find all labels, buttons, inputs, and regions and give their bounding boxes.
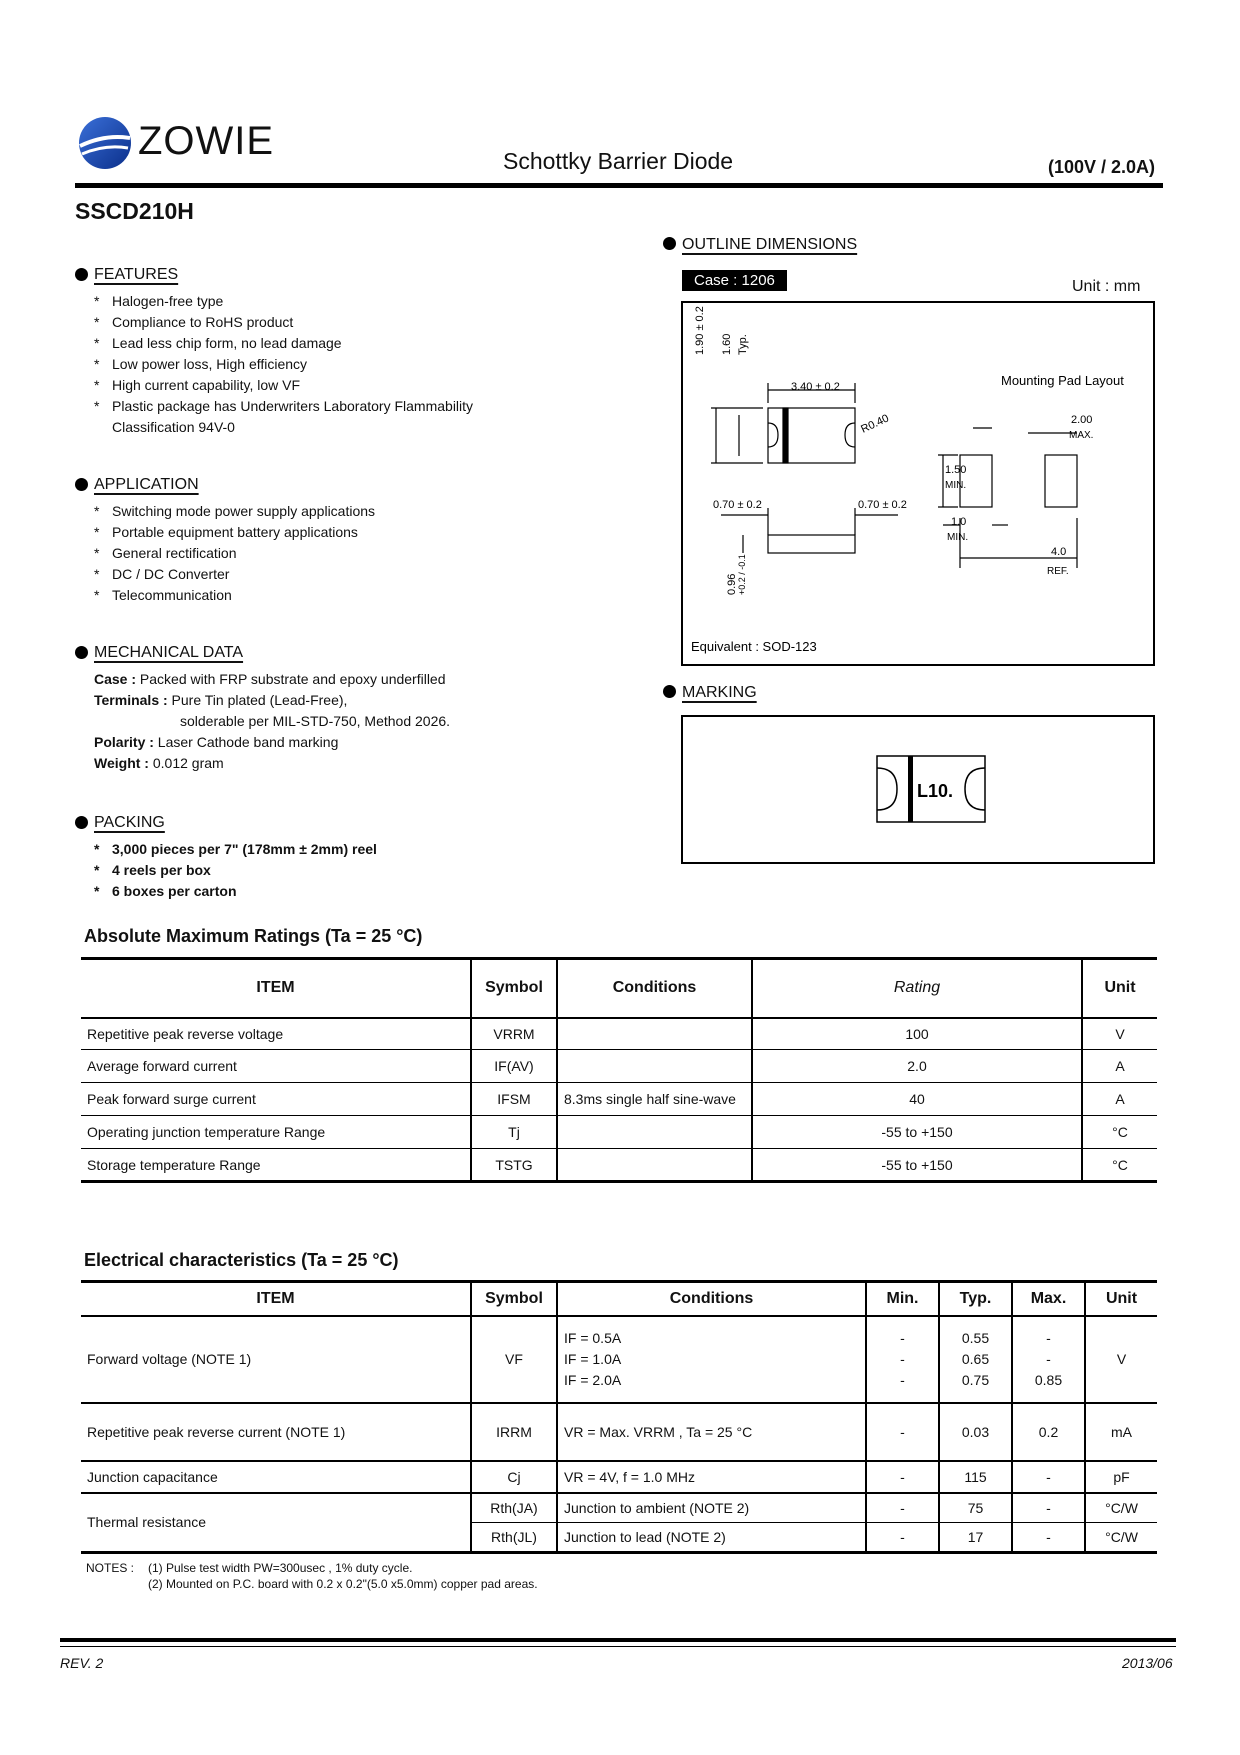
note-1: (1) Pulse test width PW=300usec , 1% duty cycle. — [148, 1561, 413, 1575]
packing-heading: PACKING — [94, 814, 165, 831]
globe-icon — [78, 116, 132, 170]
dim-length: 3.40 ± 0.2 — [791, 381, 840, 393]
list-item: * General rectification — [94, 543, 654, 564]
table-row — [81, 1083, 1157, 1116]
section-bullet — [75, 816, 88, 829]
cell-rating: 40 — [752, 1083, 1082, 1116]
cell-symbol: Rth(JA) — [471, 1493, 557, 1523]
section-bullet — [75, 478, 88, 491]
col-header: ITEM — [81, 959, 471, 1018]
cell-unit: mA — [1085, 1403, 1157, 1461]
cell-symbol: IRRM — [471, 1403, 557, 1461]
col-header: Conditions — [557, 1282, 866, 1316]
cell-conditions: Junction to ambient (NOTE 2) — [557, 1493, 866, 1523]
abs-max-title: Absolute Maximum Ratings (Ta = 25 °C) — [84, 926, 423, 946]
section-bullet — [663, 237, 676, 250]
note-2: (2) Mounted on P.C. board with 0.2 x 0.2"(5.0 x5.0mm) copper pad areas. — [148, 1577, 538, 1591]
cell-symbol: Tj — [471, 1116, 557, 1149]
min-value: - — [900, 1371, 905, 1388]
brand-name: ZOWIE — [138, 119, 275, 163]
max-value: - — [1046, 1329, 1051, 1346]
cell-symbol: IF(AV) — [471, 1050, 557, 1083]
dim-height: 1.90 ± 0.2 — [694, 306, 706, 355]
weight-value: 0.012 gram — [152, 755, 224, 771]
cell-min: - — [866, 1523, 939, 1553]
cell-rating: -55 to +150 — [752, 1149, 1082, 1182]
terminals-value-2: solderable per MIL-STD-750, Method 2026. — [180, 713, 451, 729]
cell-typ: 0.03 — [939, 1403, 1012, 1461]
dim-thickness: 0.96 — [726, 573, 738, 595]
table-row — [81, 1403, 1157, 1461]
table-row — [81, 1116, 1157, 1149]
cell-min: - — [866, 1461, 939, 1493]
cell-symbol: VF — [471, 1316, 557, 1403]
polarity-label: Polarity : — [94, 734, 154, 750]
list-item: * Portable equipment battery applications — [94, 522, 654, 543]
cell-item: Thermal resistance — [81, 1493, 471, 1553]
cond-line: IF = 0.5A — [564, 1329, 622, 1346]
cell-conditions — [557, 1116, 752, 1149]
rating-summary: (100V / 2.0A) — [1048, 157, 1156, 177]
cell-symbol: VRRM — [471, 1018, 557, 1050]
dim-lead-left: 0.70 ± 0.2 — [713, 499, 762, 511]
marking-drawing — [875, 752, 987, 824]
col-header: Max. — [1012, 1282, 1085, 1316]
mechanical-data — [94, 669, 654, 774]
cell-rating: 2.0 — [752, 1050, 1082, 1083]
typ-value: 0.75 — [961, 1371, 990, 1388]
cell-item: Peak forward surge current — [81, 1083, 471, 1116]
application-heading: APPLICATION — [94, 476, 199, 493]
case-label: Case : — [94, 671, 137, 687]
cell-unit: °C — [1082, 1149, 1157, 1182]
cell-unit: A — [1082, 1083, 1157, 1116]
col-header: ITEM — [81, 1282, 471, 1316]
outline-drawing — [683, 303, 1153, 664]
cond-line: IF = 2.0A — [564, 1371, 622, 1388]
cell-conditions — [557, 1050, 752, 1083]
dim-pad-height: 1.50 — [945, 464, 967, 476]
cell-item: Average forward current — [81, 1050, 471, 1083]
dim-radius: R0.40 — [859, 412, 891, 436]
table-row — [81, 1316, 1157, 1403]
cell-item: Operating junction temperature Range — [81, 1116, 471, 1149]
section-bullet — [663, 685, 676, 698]
cell-symbol: Rth(JL) — [471, 1523, 557, 1553]
application-list — [94, 501, 654, 606]
cell-conditions: 8.3ms single half sine-wave — [557, 1083, 752, 1116]
table-row — [81, 1461, 1157, 1493]
document-title: Schottky Barrier Diode — [503, 148, 734, 174]
col-header: Symbol — [471, 1282, 557, 1316]
dim-pad-width: 2.00 — [1071, 414, 1093, 426]
list-item: * Halogen-free type — [94, 291, 654, 312]
footer-rule — [60, 1638, 1176, 1642]
revision: REV. 2 — [60, 1655, 104, 1671]
cell-conditions: Junction to lead (NOTE 2) — [557, 1523, 866, 1553]
max-value: 0.85 — [1034, 1371, 1063, 1388]
cell-unit: °C/W — [1085, 1493, 1157, 1523]
table-row — [81, 1149, 1157, 1182]
part-number: SSCD210H — [75, 198, 194, 224]
marking-heading: MARKING — [682, 684, 757, 701]
weight-label: Weight : — [94, 755, 149, 771]
table-row — [81, 1018, 1157, 1050]
dim-pad-span-note: REF. — [1047, 566, 1069, 577]
dim-pad-height-note: MIN. — [945, 480, 967, 491]
dim-height-typ: 1.60 — [721, 333, 733, 355]
list-item: * 6 boxes per carton — [94, 881, 654, 902]
cell-item: Repetitive peak reverse current (NOTE 1) — [81, 1403, 471, 1461]
cell-conditions: VR = 4V, f = 1.0 MHz — [557, 1461, 866, 1493]
table-row — [81, 1050, 1157, 1083]
elec-title: Electrical characteristics (Ta = 25 °C) — [84, 1250, 399, 1270]
zowie-logo — [78, 116, 132, 175]
list-item: * Low power loss, High efficiency — [94, 354, 654, 375]
cell-unit: °C — [1082, 1116, 1157, 1149]
list-item: * DC / DC Converter — [94, 564, 654, 585]
col-header: Conditions — [557, 959, 752, 1018]
terminals-value: Pure Tin plated (Lead-Free), — [171, 692, 348, 708]
col-header: Unit — [1082, 959, 1157, 1018]
equivalent-label: Equivalent : SOD-123 — [691, 639, 817, 654]
dim-pad-width-note: MAX. — [1069, 430, 1094, 441]
case-value: Packed with FRP substrate and epoxy underfilled — [139, 671, 446, 687]
mechanical-heading: MECHANICAL DATA — [94, 644, 244, 661]
cell-item: Repetitive peak reverse voltage — [81, 1018, 471, 1050]
features-continuation: Classification 94V-0 — [112, 419, 235, 435]
unit-label: Unit : mm — [1072, 278, 1141, 295]
cell-unit: A — [1082, 1050, 1157, 1083]
features-list — [94, 291, 654, 417]
features-heading: FEATURES — [94, 266, 179, 283]
cell-conditions: VR = Max. VRRM , Ta = 25 °C — [557, 1403, 866, 1461]
list-item: * High current capability, low VF — [94, 375, 654, 396]
cell-max: - — [1012, 1523, 1085, 1553]
list-item: * 3,000 pieces per 7" (178mm ± 2mm) reel — [94, 839, 654, 860]
date: 2013/06 — [1122, 1655, 1173, 1671]
dim-pad-span: 4.0 — [1051, 546, 1067, 558]
cell-conditions — [557, 1149, 752, 1182]
dim-typ: Typ. — [737, 334, 749, 355]
list-item: * Plastic package has Underwriters Laboratory Flammability — [94, 396, 654, 417]
cell-typ: 75 — [939, 1493, 1012, 1523]
list-item: * 4 reels per box — [94, 860, 654, 881]
elec-table — [81, 1280, 1157, 1554]
packing-list — [94, 839, 654, 902]
marking-code: L10. — [917, 781, 954, 801]
cell-max: - — [1012, 1493, 1085, 1523]
dim-pad-gap: 1.0 — [951, 516, 967, 528]
cell-symbol: Cj — [471, 1461, 557, 1493]
section-bullet — [75, 646, 88, 659]
dim-pad-gap-note: MIN. — [947, 532, 969, 543]
notes-label: NOTES : — [86, 1561, 135, 1575]
cell-unit: V — [1085, 1316, 1157, 1403]
cond-line: IF = 1.0A — [564, 1350, 622, 1367]
table-row — [81, 1493, 1157, 1523]
cell-min: - — [866, 1493, 939, 1523]
cell-rating: 100 — [752, 1018, 1082, 1050]
cell-item: Junction capacitance — [81, 1461, 471, 1493]
cell-typ: 115 — [939, 1461, 1012, 1493]
min-value: - — [900, 1329, 905, 1346]
cell-unit: °C/W — [1085, 1523, 1157, 1553]
cell-typ: 17 — [939, 1523, 1012, 1553]
col-header: Rating — [752, 959, 1082, 1018]
cell-unit: V — [1082, 1018, 1157, 1050]
list-item: * Compliance to RoHS product — [94, 312, 654, 333]
list-item: * Telecommunication — [94, 585, 654, 606]
outline-heading: OUTLINE DIMENSIONS — [682, 236, 858, 253]
cell-max: - — [1012, 1461, 1085, 1493]
cell-rating: -55 to +150 — [752, 1116, 1082, 1149]
col-header: Min. — [866, 1282, 939, 1316]
mounting-pad-label: Mounting Pad Layout — [1001, 373, 1124, 388]
footer-rule-thin — [60, 1646, 1176, 1647]
cell-symbol: TSTG — [471, 1149, 557, 1182]
dim-lead-right: 0.70 ± 0.2 — [858, 499, 907, 511]
case-tag: Case : 1206 — [682, 270, 787, 291]
col-header: Symbol — [471, 959, 557, 1018]
cell-conditions — [557, 1018, 752, 1050]
section-bullet — [75, 268, 88, 281]
header-rule — [75, 183, 1163, 188]
list-item: * Switching mode power supply applications — [94, 501, 654, 522]
typ-value: 0.55 — [961, 1329, 990, 1346]
abs-max-table — [81, 957, 1157, 1183]
min-value: - — [900, 1350, 905, 1367]
col-header: Unit — [1085, 1282, 1157, 1316]
col-header: Typ. — [939, 1282, 1012, 1316]
terminals-label: Terminals : — [94, 692, 168, 708]
cell-item: Storage temperature Range — [81, 1149, 471, 1182]
cell-item: Forward voltage (NOTE 1) — [81, 1316, 471, 1403]
cell-symbol: IFSM — [471, 1083, 557, 1116]
typ-value: 0.65 — [961, 1350, 990, 1367]
cell-min: - — [866, 1403, 939, 1461]
dim-thickness-tol: +0.2 / -0.1 — [737, 554, 747, 595]
cell-max: 0.2 — [1012, 1403, 1085, 1461]
list-item: * Lead less chip form, no lead damage — [94, 333, 654, 354]
cell-unit: pF — [1085, 1461, 1157, 1493]
polarity-value: Laser Cathode band marking — [157, 734, 339, 750]
max-value: - — [1046, 1350, 1051, 1367]
